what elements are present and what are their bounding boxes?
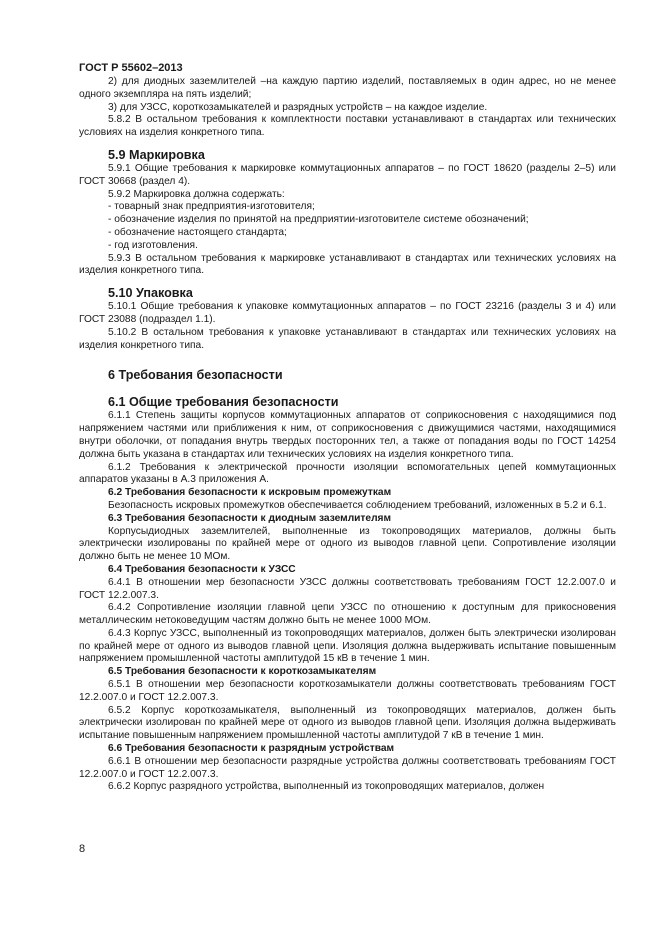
paragraph: 6.4.3 Корпус УЗСС, выполненный из токопроводящих материалов, должен быть электрически изолирован по крайней мере от одного из выводов главной цепи. Изоляция должна выдерживать испытание повышенным напряжением промышленной частоты амплитудой 15 кВ в течение 1 мин. [79, 627, 616, 665]
paragraph: 6.5.2 Корпус короткозамыкателя, выполненный из токопроводящих материалов, должен быть электрически изолирован по крайней мере от одного из выводов главной цепи. Изоляция должна выдерживать испытание повышенным напряжением промышленной частоты амплитудой 7 кВ в течение 1 мин. [79, 704, 616, 742]
subsection-heading-6-3: 6.3 Требования безопасности к диодным заземлителям [108, 512, 392, 524]
section-heading-5-9: 5.9 Маркировка [108, 147, 205, 162]
subsection-heading-6-2: 6.2 Требования безопасности к искровым промежуткам [108, 487, 392, 499]
paragraph: 5.10.1 Общие требования к упаковке коммутационных аппаратов – по ГОСТ 23216 (разделы 3 и 4) или ГОСТ 23088 (подраздел 1.1). [79, 301, 616, 325]
paragraph: 5.8.2 В остальном требования к комплектности поставки устанавливают в стандартах или технических условиях на изделия конкретного типа. [79, 114, 616, 139]
paragraph: 6.5.1 В отношении мер безопасности короткозамыкатели должны соответствовать требованиям ГОСТ 12.2.007.0 и ГОСТ 12.2.007.3. [79, 679, 616, 703]
list-item: - обозначение настоящего стандарта; [108, 226, 287, 238]
list-item: - год изготовления. [108, 239, 198, 251]
paragraph: 5.9.1 Общие требования к маркировке коммутационных аппаратов – по ГОСТ 18620 (разделы 2–5) или ГОСТ 30668 (раздел 4). [79, 162, 616, 187]
paragraph: 3) для УЗСС, короткозамыкателей и разрядных устройств – на каждое изделие. [108, 101, 488, 113]
list-item: - обозначение изделия по принятой на предприятии-изготовителе системе обозначений; [108, 214, 529, 226]
paragraph: 6.6.1 В отношении мер безопасности разрядные устройства должны соответствовать требованиям ГОСТ 12.2.007.0 и ГОСТ 12.2.007.3. [79, 755, 616, 780]
paragraph: Безопасность искровых промежутков обеспечивается соблюдением требований, изложенных в 5.2 и 6.1. [108, 499, 607, 511]
subsection-heading-6-5: 6.5 Требования безопасности к короткозамыкателям [108, 666, 377, 678]
paragraph: 5.9.3 В остальном требования к маркировке устанавливают в стандартах или технических условиях на изделия конкретного типа. [79, 252, 616, 277]
paragraph: 6.1.2 Требования к электрической прочности изоляции вспомогательных цепей коммутационных аппаратов указаны в А.3 приложения А. [79, 461, 616, 486]
section-heading-5-10: 5.10 Упаковка [108, 286, 193, 301]
paragraph: 6.6.2 Корпус разрядного устройства, выполненный из токопроводящих материалов, должен [108, 781, 545, 793]
paragraph: 5.10.2 В остальном требования к упаковке устанавливают в стандартах или технических условиях на изделия конкретного типа. [79, 326, 616, 351]
paragraph: 6.4.2 Сопротивление изоляции главной цепи УЗСС по отношению к доступным для прикосновения металлическим нетоковедущим частям должно быть не менее 1000 МОм. [79, 602, 616, 627]
paragraph: 6.4.1 В отношении мер безопасности УЗСС должны соответствовать требованиям ГОСТ 12.2.007.0 и ГОСТ 12.2.007.3. [79, 576, 616, 601]
paragraph: 2) для диодных заземлителей –на каждую партию изделий, поставляемых в один адрес, но не менее одного экземпляра на пять изделий; [79, 76, 616, 100]
paragraph: Корпусыдиодных заземлителей, выполненные из токопроводящих материалов, должны быть электрически изолированы по крайней мере от одного из выводов главной цепи. Сопротивление изоляции должно быть не менее 10 МОм. [79, 525, 616, 563]
section-heading-6-1: 6.1 Общие требования безопасности [108, 395, 339, 410]
paragraph: 5.9.2 Маркировка должна содержать: [108, 188, 285, 200]
section-heading-6: 6 Требования безопасности [108, 368, 283, 383]
document-id: ГОСТ Р 55602–2013 [79, 62, 183, 74]
subsection-heading-6-6: 6.6 Требования безопасности к разрядным устройствам [108, 743, 395, 755]
list-item: - товарный знак предприятия-изготовителя; [108, 201, 315, 213]
paragraph: 6.1.1 Степень защиты корпусов коммутационных аппаратов от соприкосновения с находящимися под напряжением частями или приближения к ним, от соприкосновения с движущимися частями, находящимися внутри оболочки, от попадания внутрь твердых посторонних тел, а также от попадания воды по ГОСТ 14254 должна быть указана в стандартах или технических условиях на изделия конкретного типа. [79, 410, 616, 460]
page-number: 8 [79, 843, 86, 855]
subsection-heading-6-4: 6.4 Требования безопасности к УЗСС [108, 563, 296, 575]
document-page [79, 62, 616, 794]
